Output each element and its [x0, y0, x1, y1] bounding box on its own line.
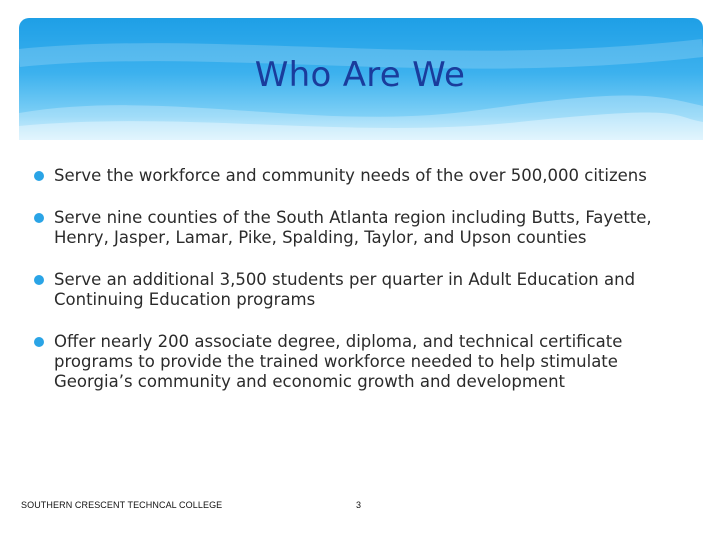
- bullet-text: Serve an additional 3,500 students per quarter in Adult Education and Continuing Education programs: [54, 270, 636, 309]
- bullet-text: Offer nearly 200 associate degree, diploma, and technical certificate programs to provide the trained workforce needed to help stimulate Georgia’s community and economic growth and development: [54, 332, 623, 391]
- bullet-item: [34, 332, 698, 392]
- page-number: 3: [356, 500, 362, 510]
- bullet-marker-icon: [34, 275, 44, 285]
- bullet-marker-icon: [34, 171, 44, 181]
- slide-title: Who Are We: [254, 55, 466, 95]
- bullet-item: [34, 208, 698, 248]
- bullet-marker-icon: [34, 213, 44, 223]
- bullet-text: Serve the workforce and community needs of the over 500,000 citizens: [54, 166, 647, 185]
- footer-organization: SOUTHERN CRESCENT TECHNCAL COLLEGE: [21, 500, 223, 510]
- bullet-text: Serve nine counties of the South Atlanta region including Butts, Fayette, Henry, Jasper, Lamar, Pike, Spalding, Taylor, and Upson counties: [54, 208, 652, 247]
- bullet-item: [34, 166, 698, 186]
- bullet-item: [34, 270, 698, 310]
- bullet-list: [34, 166, 698, 392]
- bullet-marker-icon: [34, 337, 44, 347]
